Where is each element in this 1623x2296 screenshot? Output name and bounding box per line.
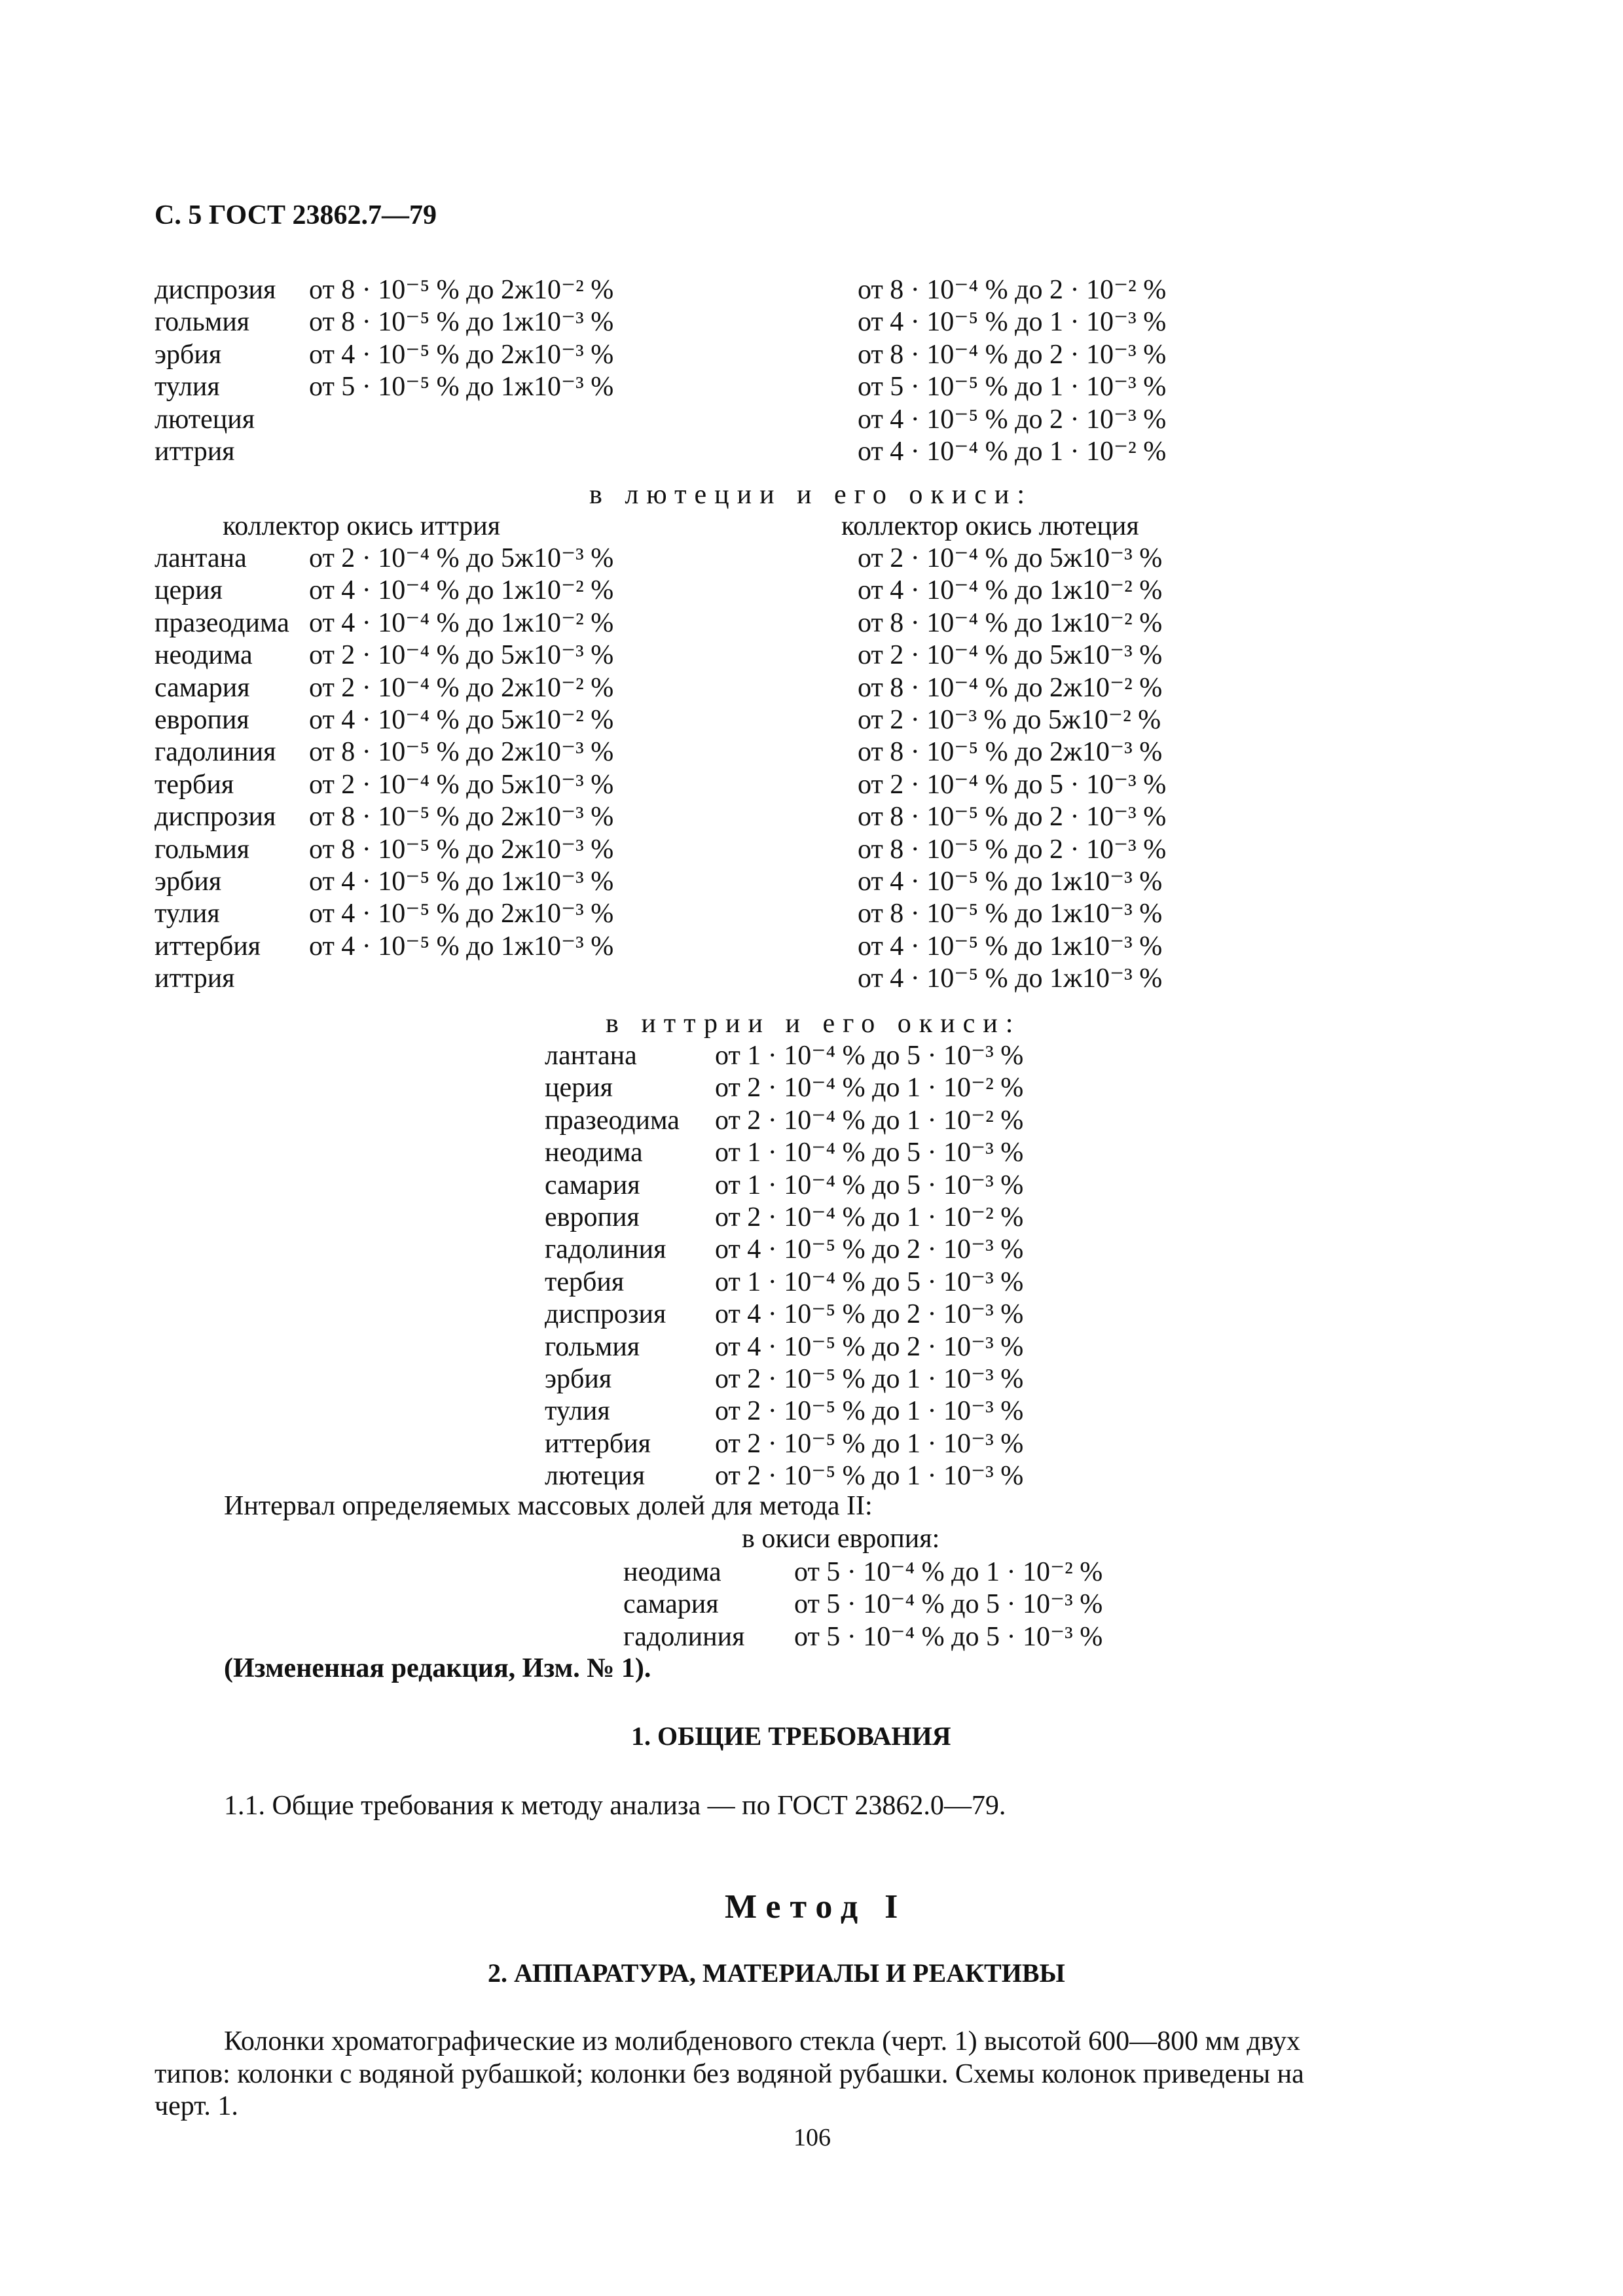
element-name: церия bbox=[155, 575, 223, 606]
element-name: гадолиния bbox=[623, 1621, 745, 1652]
concentration-range: от 8 · 10⁻⁵ % до 2ж10⁻³ % bbox=[309, 802, 614, 833]
concentration-range: от 2 · 10⁻⁵ % до 1 · 10⁻³ % bbox=[715, 1428, 1024, 1459]
element-name: лантана bbox=[155, 543, 247, 573]
element-name: эрбия bbox=[155, 339, 222, 370]
element-name: лантана bbox=[545, 1041, 637, 1071]
concentration-range: от 2 · 10⁻⁴ % до 5ж10⁻³ % bbox=[309, 543, 614, 573]
element-name: неодима bbox=[623, 1557, 721, 1587]
page-header: С. 5 ГОСТ 23862.7—79 bbox=[155, 200, 437, 230]
element-name: диспрозия bbox=[545, 1299, 666, 1330]
concentration-range: от 4 · 10⁻⁵ % до 1ж10⁻³ % bbox=[858, 867, 1163, 897]
concentration-range: от 8 · 10⁻⁴ % до 1ж10⁻² % bbox=[858, 607, 1163, 638]
section2-heading: 2. АППАРАТУРА, МАТЕРИАЛЫ И РЕАКТИВЫ bbox=[488, 1958, 1065, 1988]
element-name: лютеция bbox=[545, 1461, 646, 1492]
element-name: самария bbox=[155, 672, 250, 703]
element-name: празеодима bbox=[155, 607, 289, 638]
concentration-range: от 2 · 10⁻⁴ % до 5ж10⁻³ % bbox=[309, 640, 614, 671]
concentration-range: от 4 · 10⁻⁵ % до 2 · 10⁻³ % bbox=[715, 1234, 1024, 1265]
concentration-range: от 4 · 10⁻⁴ % до 1ж10⁻² % bbox=[309, 607, 614, 638]
concentration-range: от 8 · 10⁻⁴ % до 2ж10⁻² % bbox=[858, 672, 1163, 703]
concentration-range: от 2 · 10⁻⁴ % до 1 · 10⁻² % bbox=[715, 1073, 1024, 1103]
element-name: тулия bbox=[155, 899, 220, 929]
concentration-range: от 5 · 10⁻⁵ % до 1 · 10⁻³ % bbox=[858, 372, 1167, 403]
yttrium-section-title: в иттрии и его окиси: bbox=[606, 1009, 1021, 1039]
concentration-range: от 8 · 10⁻⁵ % до 2ж10⁻³ % bbox=[309, 834, 614, 865]
element-name: диспрозия bbox=[155, 275, 276, 305]
concentration-range: от 8 · 10⁻⁵ % до 2ж10⁻² % bbox=[309, 275, 614, 305]
element-name: тербия bbox=[545, 1266, 625, 1297]
concentration-range: от 2 · 10⁻⁴ % до 5ж10⁻³ % bbox=[309, 769, 614, 800]
method2-subtitle: в окиси европия: bbox=[742, 1524, 940, 1554]
collector-left-label: коллектор окись иттрия bbox=[223, 511, 501, 541]
element-name: гольмия bbox=[155, 307, 250, 338]
concentration-range: от 2 · 10⁻⁴ % до 5ж10⁻³ % bbox=[858, 543, 1163, 573]
concentration-range: от 2 · 10⁻⁵ % до 1 · 10⁻³ % bbox=[715, 1364, 1024, 1394]
concentration-range: от 4 · 10⁻⁵ % до 2 · 10⁻³ % bbox=[858, 404, 1167, 435]
element-name: гадолиния bbox=[155, 737, 276, 768]
concentration-range: от 5 · 10⁻⁴ % до 5 · 10⁻³ % bbox=[794, 1589, 1103, 1620]
concentration-range: от 8 · 10⁻⁵ % до 2 · 10⁻³ % bbox=[858, 834, 1167, 865]
concentration-range: от 1 · 10⁻⁴ % до 5 · 10⁻³ % bbox=[715, 1041, 1024, 1071]
element-name: эрбия bbox=[545, 1364, 612, 1394]
concentration-range: от 8 · 10⁻⁵ % до 1ж10⁻³ % bbox=[858, 899, 1163, 929]
concentration-range: от 1 · 10⁻⁴ % до 5 · 10⁻³ % bbox=[715, 1138, 1024, 1168]
element-name: празеодима bbox=[545, 1105, 680, 1136]
concentration-range: от 8 · 10⁻⁴ % до 2 · 10⁻³ % bbox=[858, 339, 1167, 370]
concentration-range: от 1 · 10⁻⁴ % до 5 · 10⁻³ % bbox=[715, 1266, 1024, 1297]
concentration-range: от 4 · 10⁻⁵ % до 1ж10⁻³ % bbox=[858, 963, 1163, 994]
element-name: неодима bbox=[545, 1138, 643, 1168]
concentration-range: от 1 · 10⁻⁴ % до 5 · 10⁻³ % bbox=[715, 1170, 1024, 1200]
element-name: европия bbox=[545, 1202, 640, 1232]
concentration-range: от 4 · 10⁻⁵ % до 1 · 10⁻³ % bbox=[858, 307, 1167, 338]
collector-right-label: коллектор окись лютеция bbox=[841, 511, 1139, 541]
concentration-range: от 8 · 10⁻⁵ % до 2ж10⁻³ % bbox=[309, 737, 614, 768]
page-number: 106 bbox=[793, 2124, 831, 2151]
concentration-range: от 5 · 10⁻⁵ % до 1ж10⁻³ % bbox=[309, 372, 614, 403]
method-heading: Метод I bbox=[725, 1888, 907, 1926]
element-name: самария bbox=[545, 1170, 640, 1200]
section1-text: 1.1. Общие требования к методу анализа — по ГОСТ 23862.0—79. bbox=[224, 1791, 1006, 1821]
element-name: гольмия bbox=[545, 1331, 640, 1362]
element-name: тулия bbox=[155, 372, 220, 403]
element-name: гольмия bbox=[155, 834, 250, 865]
element-name: европия bbox=[155, 705, 249, 735]
element-name: тербия bbox=[155, 769, 234, 800]
concentration-range: от 2 · 10⁻⁵ % до 1 · 10⁻³ % bbox=[715, 1461, 1024, 1492]
concentration-range: от 2 · 10⁻⁴ % до 1 · 10⁻² % bbox=[715, 1105, 1024, 1136]
concentration-range: от 4 · 10⁻⁴ % до 1 · 10⁻² % bbox=[858, 437, 1167, 467]
concentration-range: от 4 · 10⁻⁵ % до 2ж10⁻³ % bbox=[309, 339, 614, 370]
element-name: иттербия bbox=[155, 931, 261, 961]
element-name: церия bbox=[545, 1073, 613, 1103]
concentration-range: от 2 · 10⁻⁵ % до 1 · 10⁻³ % bbox=[715, 1396, 1024, 1427]
concentration-range: от 2 · 10⁻³ % до 5ж10⁻² % bbox=[858, 705, 1161, 735]
concentration-range: от 4 · 10⁻⁵ % до 2 · 10⁻³ % bbox=[715, 1299, 1024, 1330]
concentration-range: от 8 · 10⁻⁵ % до 2ж10⁻³ % bbox=[858, 737, 1163, 768]
concentration-range: от 4 · 10⁻⁴ % до 1ж10⁻² % bbox=[309, 575, 614, 606]
concentration-range: от 8 · 10⁻⁵ % до 2 · 10⁻³ % bbox=[858, 802, 1167, 833]
element-name: иттрия bbox=[155, 437, 235, 467]
paragraph-line-1: Колонки хроматографические из молибденового стекла (черт. 1) высотой 600—800 мм двух bbox=[224, 2026, 1300, 2056]
element-name: гадолиния bbox=[545, 1234, 666, 1265]
concentration-range: от 2 · 10⁻⁴ % до 5ж10⁻³ % bbox=[858, 640, 1163, 671]
element-name: неодима bbox=[155, 640, 253, 671]
element-name: эрбия bbox=[155, 867, 222, 897]
concentration-range: от 4 · 10⁻⁵ % до 1ж10⁻³ % bbox=[309, 931, 614, 961]
element-name: самария bbox=[623, 1589, 719, 1620]
concentration-range: от 5 · 10⁻⁴ % до 1 · 10⁻² % bbox=[794, 1557, 1103, 1587]
method2-intro: Интервал определяемых массовых долей для метода II: bbox=[224, 1491, 873, 1521]
element-name: диспрозия bbox=[155, 802, 276, 833]
concentration-range: от 5 · 10⁻⁴ % до 5 · 10⁻³ % bbox=[794, 1621, 1103, 1652]
concentration-range: от 8 · 10⁻⁵ % до 1ж10⁻³ % bbox=[309, 307, 614, 338]
element-name: тулия bbox=[545, 1396, 610, 1427]
section1-heading: 1. ОБЩИЕ ТРЕБОВАНИЯ bbox=[631, 1721, 951, 1751]
concentration-range: от 4 · 10⁻⁵ % до 2ж10⁻³ % bbox=[309, 899, 614, 929]
concentration-range: от 8 · 10⁻⁴ % до 2 · 10⁻² % bbox=[858, 275, 1167, 305]
paragraph-line-2: типов: колонки с водяной рубашкой; колонки без водяной рубашки. Схемы колонок приведены на bbox=[155, 2059, 1304, 2089]
element-name: лютеция bbox=[155, 404, 255, 435]
element-name: иттербия bbox=[545, 1428, 651, 1459]
concentration-range: от 4 · 10⁻⁵ % до 1ж10⁻³ % bbox=[309, 867, 614, 897]
concentration-range: от 4 · 10⁻⁴ % до 1ж10⁻² % bbox=[858, 575, 1163, 606]
amendment-note: (Измененная редакция, Изм. № 1). bbox=[224, 1653, 651, 1683]
concentration-range: от 4 · 10⁻⁵ % до 2 · 10⁻³ % bbox=[715, 1331, 1024, 1362]
element-name: иттрия bbox=[155, 963, 235, 994]
concentration-range: от 4 · 10⁻⁵ % до 1ж10⁻³ % bbox=[858, 931, 1163, 961]
concentration-range: от 2 · 10⁻⁴ % до 5 · 10⁻³ % bbox=[858, 769, 1167, 800]
concentration-range: от 2 · 10⁻⁴ % до 2ж10⁻² % bbox=[309, 672, 614, 703]
paragraph-line-3: черт. 1. bbox=[155, 2091, 238, 2121]
concentration-range: от 4 · 10⁻⁴ % до 5ж10⁻² % bbox=[309, 705, 614, 735]
concentration-range: от 2 · 10⁻⁴ % до 1 · 10⁻² % bbox=[715, 1202, 1024, 1232]
lutetium-section-title: в лютеции и его окиси: bbox=[589, 480, 1033, 510]
